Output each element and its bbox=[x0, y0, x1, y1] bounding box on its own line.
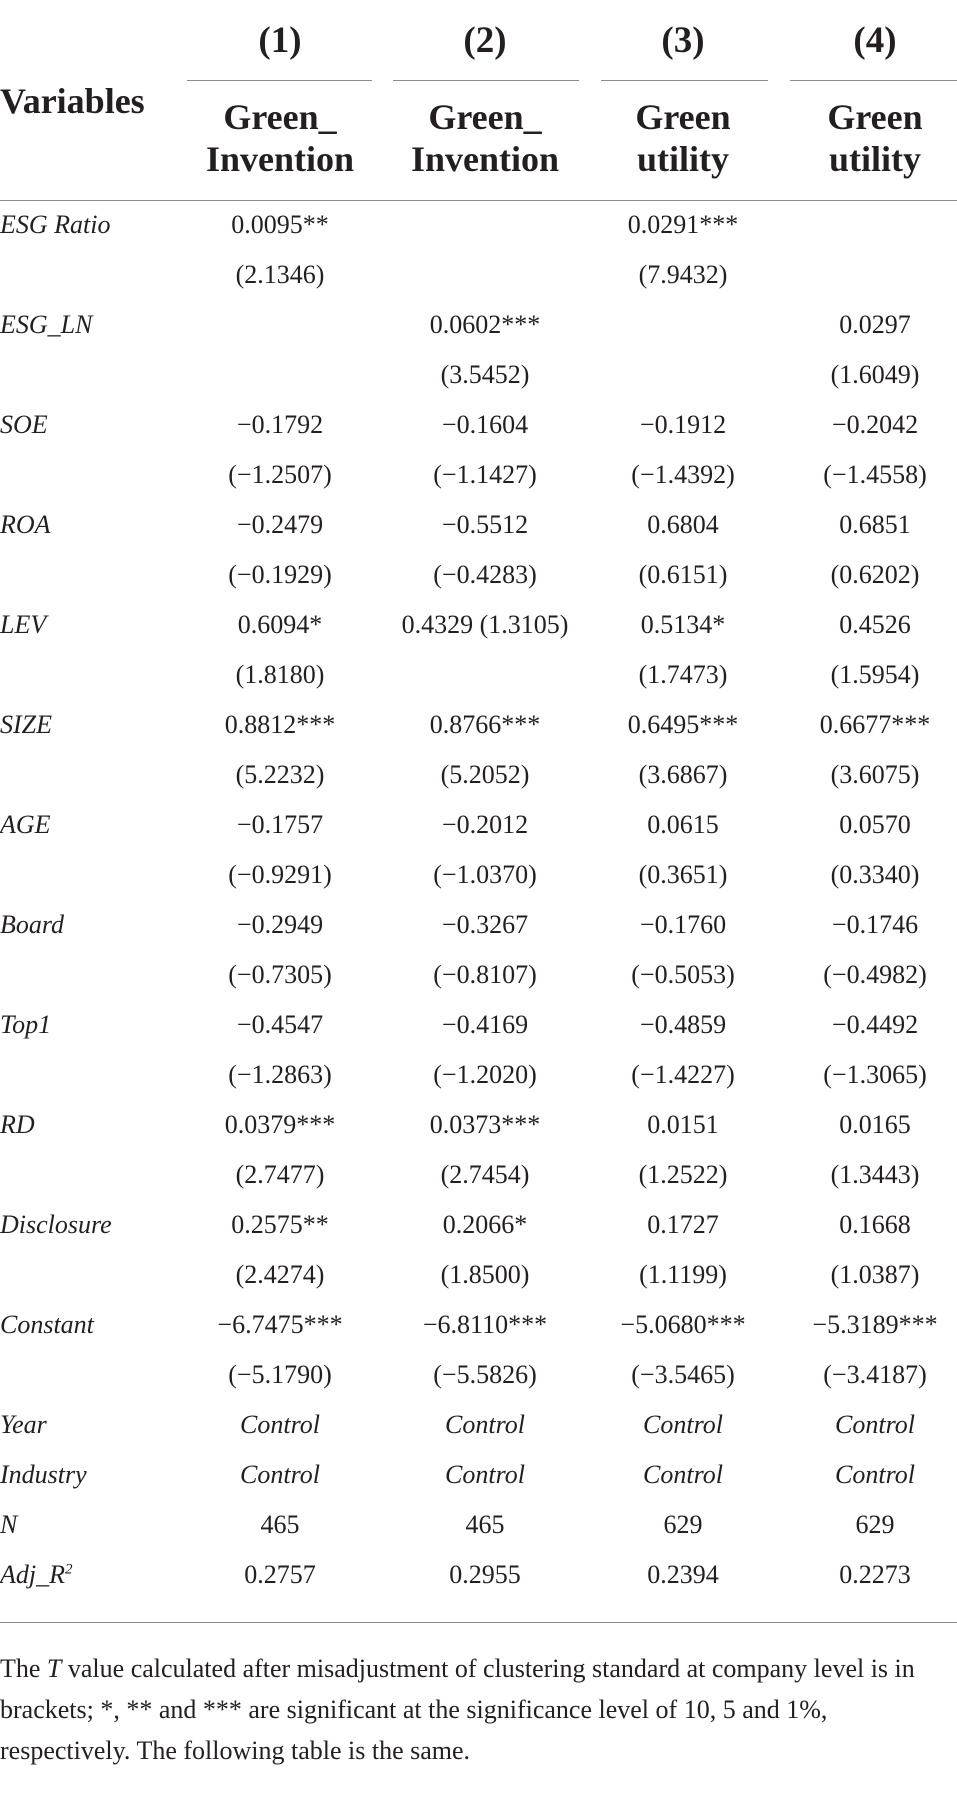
coef-cell: 0.5134* bbox=[640, 610, 726, 639]
column-header-rule-2 bbox=[393, 80, 579, 81]
coef-cell: 0.2066* bbox=[442, 1210, 528, 1239]
stat-cell: 465 bbox=[465, 1510, 505, 1539]
row-esg-ratio-coef bbox=[0, 200, 957, 250]
row-n bbox=[0, 1500, 957, 1550]
t-stat-cell: (−0.4283) bbox=[433, 560, 537, 589]
t-stat-cell: (3.5452) bbox=[440, 360, 530, 389]
variable-name: Board bbox=[0, 910, 65, 939]
column-number-2: (2) bbox=[463, 20, 507, 61]
column-label-4-line2: utility bbox=[828, 139, 921, 179]
coef-cell: 0.0165 bbox=[839, 1110, 911, 1139]
coef-cell: 0.6804 bbox=[647, 510, 719, 539]
row-lev-coef bbox=[0, 600, 957, 650]
stat-cell: 0.2955 bbox=[449, 1560, 521, 1589]
row-top1-coef bbox=[0, 1000, 957, 1050]
variable-name: RD bbox=[0, 1110, 35, 1139]
t-stat-cell bbox=[390, 250, 580, 300]
row-year-control bbox=[0, 1400, 957, 1450]
t-stat-cell: (2.7454) bbox=[440, 1160, 530, 1189]
t-stat-cell: (2.4274) bbox=[235, 1260, 325, 1289]
coef-cell: 0.0615 bbox=[647, 810, 719, 839]
coef-cell: −0.1746 bbox=[831, 910, 919, 939]
coef-cell: −0.1760 bbox=[639, 910, 727, 939]
adj-r-superscript: 2 bbox=[65, 1561, 73, 1578]
variable-name: N bbox=[0, 1510, 18, 1539]
column-label-3-line2: utility bbox=[636, 139, 729, 179]
coef-cell: −0.2012 bbox=[441, 810, 529, 839]
row-roa-t bbox=[0, 550, 957, 600]
row-esg-ln-t bbox=[0, 350, 957, 400]
control-cell: Control bbox=[445, 1410, 525, 1439]
row-size-t bbox=[0, 750, 957, 800]
stat-cell: 629 bbox=[855, 1510, 895, 1539]
t-stat-cell: (1.5954) bbox=[830, 660, 920, 689]
t-stat-cell: (−1.0370) bbox=[433, 860, 537, 889]
stat-cell: 0.2394 bbox=[647, 1560, 719, 1589]
column-header-rule-1 bbox=[187, 80, 372, 81]
t-stat-cell: (5.2232) bbox=[235, 760, 325, 789]
coef-cell: −5.3189*** bbox=[812, 1310, 938, 1339]
control-cell: Control bbox=[240, 1410, 320, 1439]
t-stat-cell: (−0.8107) bbox=[433, 960, 537, 989]
row-disclosure-coef bbox=[0, 1200, 957, 1250]
variable-name: Constant bbox=[0, 1310, 94, 1339]
coef-cell bbox=[780, 200, 957, 250]
variable-name: Industry bbox=[0, 1460, 87, 1489]
stat-cell: 0.2273 bbox=[839, 1560, 911, 1589]
coef-cell: −6.7475*** bbox=[217, 1310, 343, 1339]
t-stat-cell: (−5.1790) bbox=[228, 1360, 332, 1389]
t-stat-cell: (−0.7305) bbox=[228, 960, 332, 989]
t-stat-cell: (0.3651) bbox=[638, 860, 728, 889]
footnote-body: value calculated after misadjustment of clustering standard at company level is in brackets; *, ** and *** are significant at the significance level of 10, 5 and 1%, respectively. The following table is the same. bbox=[0, 1654, 915, 1765]
column-header-rule-4 bbox=[790, 80, 957, 81]
coef-cell: 0.6851 bbox=[839, 510, 911, 539]
coef-cell: −0.1792 bbox=[236, 410, 324, 439]
column-label-1-line1: Green_ bbox=[223, 97, 337, 137]
row-roa-coef bbox=[0, 500, 957, 550]
t-stat-cell: (0.3340) bbox=[830, 860, 920, 889]
column-label-2-line1: Green_ bbox=[428, 97, 542, 137]
coef-cell: 0.8766*** bbox=[429, 710, 541, 739]
coef-cell: 0.0297 bbox=[839, 310, 911, 339]
coef-cell: −0.2479 bbox=[236, 510, 324, 539]
variable-name: Year bbox=[0, 1410, 47, 1439]
t-stat-cell: (−1.2507) bbox=[228, 460, 332, 489]
variable-name: Top1 bbox=[0, 1010, 52, 1039]
column-label-2-line2: Invention bbox=[410, 139, 560, 179]
row-esg-ln-coef bbox=[0, 300, 957, 350]
coef-cell: 0.0095** bbox=[231, 210, 329, 239]
coef-cell: −0.1604 bbox=[441, 410, 529, 439]
variable-name: SOE bbox=[0, 410, 48, 439]
coef-cell: 0.0570 bbox=[839, 810, 911, 839]
t-stat-cell: (5.2052) bbox=[440, 760, 530, 789]
coef-cell: 0.0151 bbox=[647, 1110, 719, 1139]
t-stat-cell bbox=[780, 250, 957, 300]
coef-cell: −6.8110*** bbox=[422, 1310, 548, 1339]
adj-r-base: Adj_R bbox=[0, 1560, 65, 1589]
stat-cell: 465 bbox=[260, 1510, 300, 1539]
t-stat-cell: (1.1199) bbox=[639, 1260, 727, 1289]
t-stat-cell: (0.6202) bbox=[830, 560, 920, 589]
t-stat-cell: (1.2522) bbox=[638, 1160, 728, 1189]
coef-cell: −0.1912 bbox=[639, 410, 727, 439]
coef-cell: 0.6094* bbox=[237, 610, 323, 639]
t-stat-cell: (1.8500) bbox=[440, 1260, 530, 1289]
coef-cell: 0.2575** bbox=[231, 1210, 329, 1239]
t-stat-cell: (−3.4187) bbox=[823, 1360, 927, 1389]
row-age-t bbox=[0, 850, 957, 900]
coef-cell: 0.0291*** bbox=[627, 210, 739, 239]
row-board-coef bbox=[0, 900, 957, 950]
t-stat-cell: (−0.5053) bbox=[631, 960, 735, 989]
coef-cell: −5.0680*** bbox=[620, 1310, 746, 1339]
row-disclosure-t bbox=[0, 1250, 957, 1300]
coef-cell: 0.0602*** bbox=[429, 310, 541, 339]
t-stat-cell: (−1.2863) bbox=[228, 1060, 332, 1089]
t-stat-cell: (−0.4982) bbox=[823, 960, 927, 989]
coef-cell: −0.4859 bbox=[639, 1010, 727, 1039]
coef-cell: 0.8812*** bbox=[224, 710, 336, 739]
coef-cell: 0.6495*** bbox=[627, 710, 739, 739]
t-stat-cell: (−1.4227) bbox=[631, 1060, 735, 1089]
t-stat-cell: (7.9432) bbox=[638, 260, 728, 289]
t-stat-cell: (3.6867) bbox=[638, 760, 728, 789]
column-label-2 bbox=[390, 96, 580, 180]
t-stat-cell: (3.6075) bbox=[830, 760, 920, 789]
column-header-rule-3 bbox=[601, 80, 768, 81]
coef-cell: 0.4526 bbox=[839, 610, 911, 639]
t-stat-cell: (1.3443) bbox=[830, 1160, 920, 1189]
row-rd-t bbox=[0, 1150, 957, 1200]
t-stat-cell: (1.6049) bbox=[830, 360, 920, 389]
column-label-1 bbox=[185, 96, 375, 180]
t-stat-cell: (1.7473) bbox=[638, 660, 728, 689]
variable-name: AGE bbox=[0, 810, 51, 839]
t-stat-cell: (2.7477) bbox=[235, 1160, 325, 1189]
t-stat-cell: (−1.4558) bbox=[823, 460, 927, 489]
variable-name: SIZE bbox=[0, 710, 52, 739]
t-stat-cell: (−0.9291) bbox=[228, 860, 332, 889]
row-constant-t bbox=[0, 1350, 957, 1400]
stat-cell: 629 bbox=[663, 1510, 703, 1539]
table-bottom-rule bbox=[0, 1622, 957, 1623]
row-soe-t bbox=[0, 450, 957, 500]
row-adj-r2 bbox=[0, 1550, 957, 1600]
t-stat-cell: (−5.5826) bbox=[433, 1360, 537, 1389]
coef-cell: −0.2042 bbox=[831, 410, 919, 439]
t-stat-cell: (0.6151) bbox=[638, 560, 728, 589]
t-stat-cell bbox=[390, 650, 580, 700]
control-cell: Control bbox=[835, 1410, 915, 1439]
coef-cell: 0.0373*** bbox=[429, 1110, 541, 1139]
footnote-prefix: The bbox=[0, 1654, 47, 1683]
column-label-4 bbox=[780, 96, 957, 180]
column-label-3 bbox=[588, 96, 778, 180]
row-board-t bbox=[0, 950, 957, 1000]
control-cell: Control bbox=[835, 1460, 915, 1489]
t-stat-cell: (2.1346) bbox=[235, 260, 325, 289]
variable-name: ESG_LN bbox=[0, 310, 93, 339]
coef-cell: 0.4329 (1.3105) bbox=[401, 610, 569, 639]
variables-header: Variables bbox=[0, 81, 145, 121]
t-stat-cell: (−3.5465) bbox=[631, 1360, 735, 1389]
row-size-coef bbox=[0, 700, 957, 750]
coef-cell: −0.2949 bbox=[236, 910, 324, 939]
t-stat-cell: (−1.1427) bbox=[433, 460, 537, 489]
t-stat-cell: (−1.2020) bbox=[433, 1060, 537, 1089]
coef-cell: −0.1757 bbox=[236, 810, 324, 839]
row-rd-coef bbox=[0, 1100, 957, 1150]
column-label-4-line1: Green bbox=[827, 97, 923, 137]
column-label-3-line1: Green bbox=[635, 97, 731, 137]
coef-cell: 0.1727 bbox=[647, 1210, 719, 1239]
variable-name-adj-r2 bbox=[0, 1550, 180, 1600]
column-number-3: (3) bbox=[661, 20, 705, 61]
coef-cell: −0.5512 bbox=[441, 510, 529, 539]
column-label-1-line2: Invention bbox=[205, 139, 355, 179]
coef-cell: 0.6677*** bbox=[819, 710, 931, 739]
t-stat-cell bbox=[588, 350, 778, 400]
variable-name: Disclosure bbox=[0, 1210, 112, 1239]
row-soe-coef bbox=[0, 400, 957, 450]
stat-cell: 0.2757 bbox=[244, 1560, 316, 1589]
control-cell: Control bbox=[240, 1460, 320, 1489]
control-cell: Control bbox=[643, 1410, 723, 1439]
control-cell: Control bbox=[643, 1460, 723, 1489]
control-cell: Control bbox=[445, 1460, 525, 1489]
footnote-t-letter: T bbox=[46, 1654, 62, 1683]
variable-name: LEV bbox=[0, 610, 47, 639]
t-stat-cell bbox=[185, 350, 375, 400]
table-footnote bbox=[0, 1648, 950, 1771]
coef-cell: −0.3267 bbox=[441, 910, 529, 939]
variable-name: ROA bbox=[0, 510, 51, 539]
coef-cell: 0.0379*** bbox=[224, 1110, 336, 1139]
coef-cell: −0.4169 bbox=[441, 1010, 529, 1039]
variable-name: ESG Ratio bbox=[0, 210, 111, 239]
coef-cell: −0.4492 bbox=[831, 1010, 919, 1039]
coef-cell: −0.4547 bbox=[236, 1010, 324, 1039]
row-industry-control bbox=[0, 1450, 957, 1500]
column-number-1: (1) bbox=[258, 20, 302, 61]
t-stat-cell: (−1.4392) bbox=[631, 460, 735, 489]
row-top1-t bbox=[0, 1050, 957, 1100]
coef-cell bbox=[390, 200, 580, 250]
row-lev-t bbox=[0, 650, 957, 700]
coef-cell: 0.1668 bbox=[839, 1210, 911, 1239]
t-stat-cell: (−0.1929) bbox=[228, 560, 332, 589]
row-constant-coef bbox=[0, 1300, 957, 1350]
coef-cell bbox=[185, 300, 375, 350]
coef-cell bbox=[588, 300, 778, 350]
t-stat-cell: (−1.3065) bbox=[823, 1060, 927, 1089]
column-number-4: (4) bbox=[853, 20, 897, 61]
t-stat-cell: (1.0387) bbox=[830, 1260, 920, 1289]
row-age-coef bbox=[0, 800, 957, 850]
row-esg-ratio-t bbox=[0, 250, 957, 300]
t-stat-cell: (1.8180) bbox=[235, 660, 325, 689]
